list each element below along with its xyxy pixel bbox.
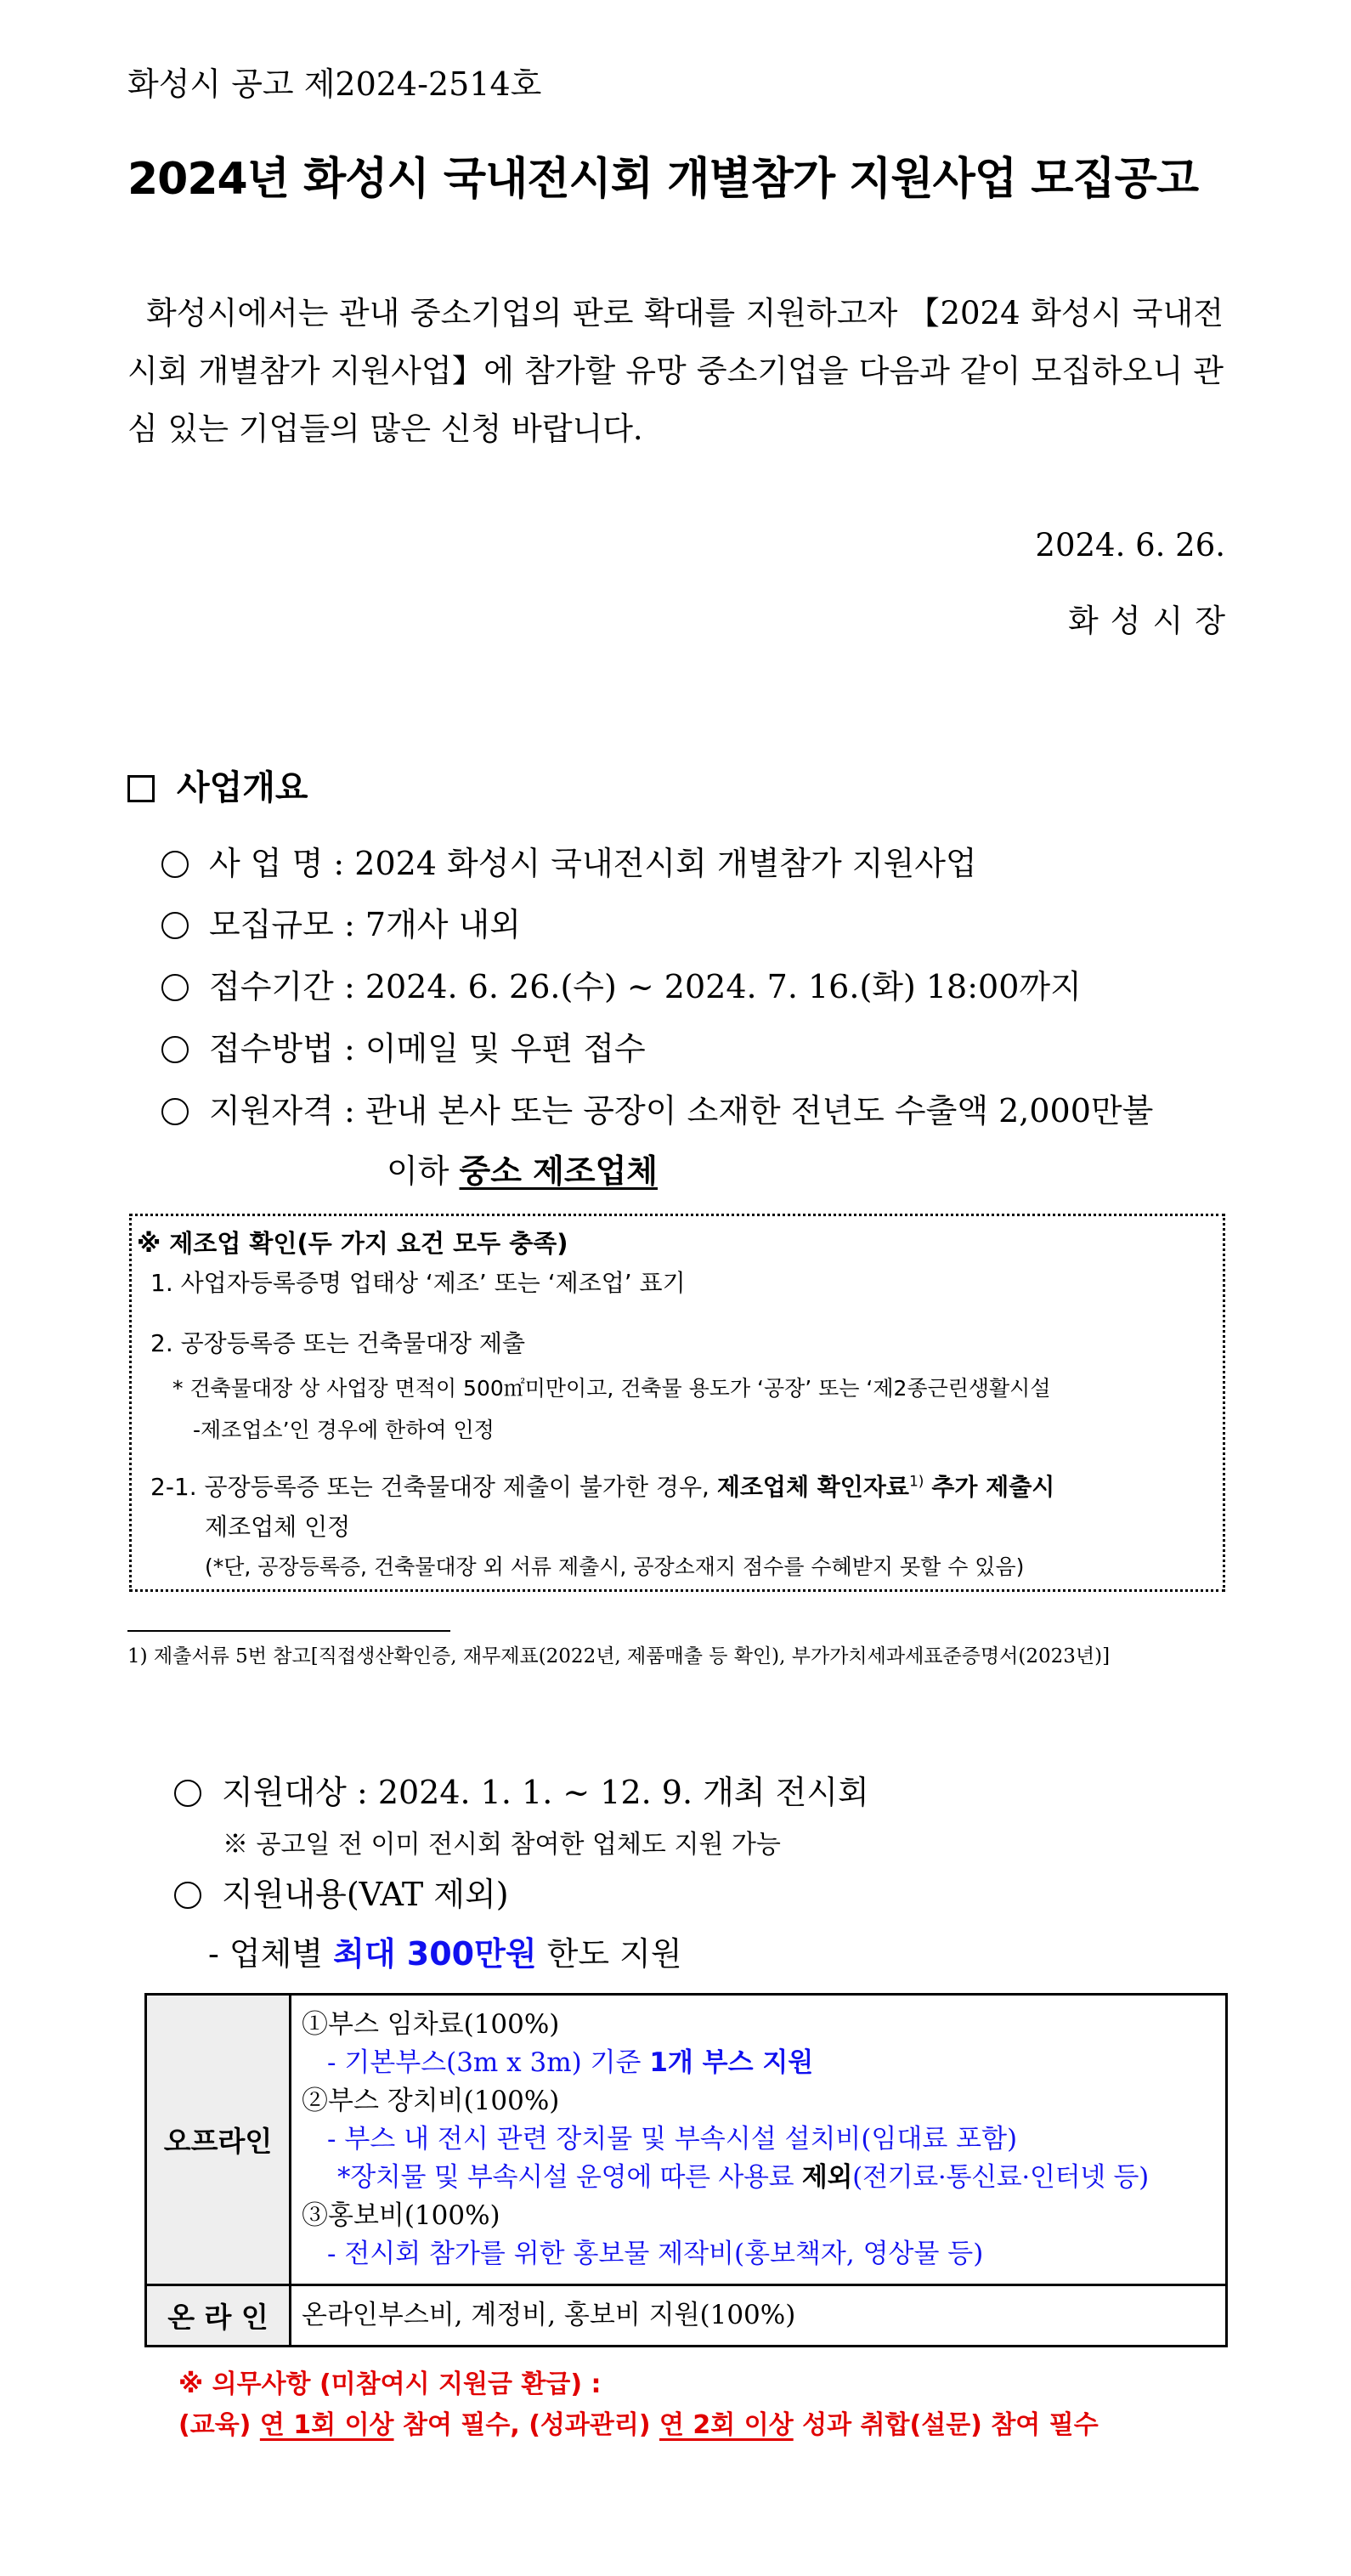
target-note: ※ 공고일 전 이미 전시회 참여한 업체도 지원 가능: [223, 1830, 781, 1860]
obligation-title: ※ 의무사항 (미참여시 지원금 환급) :: [178, 2369, 602, 2399]
intro-paragraph: 화성시에서는 관내 중소기업의 판로 확대를 지원하고자 【2024 화성시 국내전시회 개별참가 지원사업】에 참가할 유망 중소기업을 다음과 같이 모집하오니 관심 있는 기업들의 많은 신청 바랍니다.: [127, 295, 1224, 447]
overview-item: 모집규모 : 7개사 내외: [161, 898, 521, 945]
circle-bullet-icon: [161, 851, 189, 878]
criteria-note: -제조업소’인 경우에 한하여 인정: [193, 1418, 495, 1442]
eligibility-continuation: 이하 중소 제조업체: [387, 1152, 658, 1190]
obligation-detail: (교육) 연 1회 이상 참여 필수, (성과관리) 연 2회 이상 성과 취합(설문) 참여 필수: [178, 2410, 1099, 2440]
circle-bullet-icon: [161, 912, 189, 939]
criteria-note: (*단, 공장등록증, 건축물대장 외 서류 제출시, 공장소재지 점수를 수혜받지 못할 수 있음): [205, 1554, 1025, 1579]
online-header: 온 라 인: [146, 2285, 291, 2347]
overview-item: 지원자격 : 관내 본사 또는 공장이 소재한 전년도 수출액 2,000만불: [161, 1084, 1153, 1131]
table-row: [146, 1995, 1227, 2285]
support-limit: - 업체별 최대 300만원 한도 지원: [208, 1935, 682, 1973]
circle-bullet-icon: [174, 1780, 201, 1807]
notice-date: 2024. 6. 26.: [1035, 527, 1225, 563]
criteria-note: * 건축물대장 상 사업장 면적이 500㎡미만이고, 건축물 용도가 ‘공장’ 또는 ‘제2종근린생활시설: [172, 1376, 1051, 1401]
circle-bullet-icon: [174, 1882, 201, 1909]
circle-bullet-icon: [161, 1036, 189, 1063]
footnote: 1) 제출서류 5번 참고[직접생산확인증, 재무제표(2022년, 제품매출 등 확인), 부가가치세과세표준증명서(2023년)]: [127, 1645, 1111, 1667]
overview-item: 접수기간 : 2024. 6. 26.(수) ~ 2024. 7. 16.(화) 18:00까지: [161, 960, 1082, 1007]
notice-number: 화성시 공고 제2024-2514호: [127, 65, 542, 103]
table-row: [146, 2285, 1227, 2347]
overview-item: 사 업 명 : 2024 화성시 국내전시회 개별참가 지원사업: [161, 837, 977, 884]
overview-item: 접수방법 : 이메일 및 우편 접수: [161, 1022, 646, 1069]
circle-bullet-icon: [161, 974, 189, 1001]
offline-header: 오프라인: [146, 1995, 291, 2285]
section-heading: 사업개요: [127, 761, 308, 809]
support-table: [144, 1993, 1228, 2347]
footnote-divider: [127, 1630, 450, 1632]
criteria-line: 2. 공장등록증 또는 건축물대장 제출: [150, 1329, 525, 1357]
criteria-line: 제조업체 인정: [205, 1513, 351, 1541]
square-bullet-icon: [127, 775, 155, 802]
circle-bullet-icon: [161, 1098, 189, 1125]
criteria-title: ※ 제조업 확인(두 가지 요건 모두 충족): [137, 1229, 568, 1258]
content-item: 지원내용(VAT 제외): [174, 1868, 509, 1915]
online-content: 온라인부스비, 계정비, 홍보비 지원(100%): [291, 2285, 1227, 2347]
manufacturing-criteria-box: [129, 1214, 1225, 1592]
criteria-line: 1. 사업자등록증명 업태상 ‘제조’ 또는 ‘제조업’ 표기: [150, 1269, 686, 1297]
signer: 화성시장: [1068, 603, 1237, 639]
offline-content: ①부스 임차료(100%) - 기본부스(3m x 3m) 기준 1개 부스 지원 ②부스 장치비(100%) - 부스 내 전시 관련 장치물 및 부속시설 설치비(임대료 포함) *장치물 및 부속시설 운영에 따른 사용료 제외(전기료·통신료·인터넷 등) ③홍보비(100%) - 전시회 참가를 위한 홍보물 제작비(홍보책자, 영상물 등): [291, 1995, 1227, 2285]
target-item: 지원대상 : 2024. 1. 1. ~ 12. 9. 개최 전시회: [174, 1766, 869, 1813]
page-title: 2024년 화성시 국내전시회 개별참가 지원사업 모집공고: [127, 154, 1199, 205]
criteria-line: 2-1. 공장등록증 또는 건축물대장 제출이 불가한 경우, 제조업체 확인자료$^{1)}$ 추가 제출시: [150, 1473, 1055, 1501]
